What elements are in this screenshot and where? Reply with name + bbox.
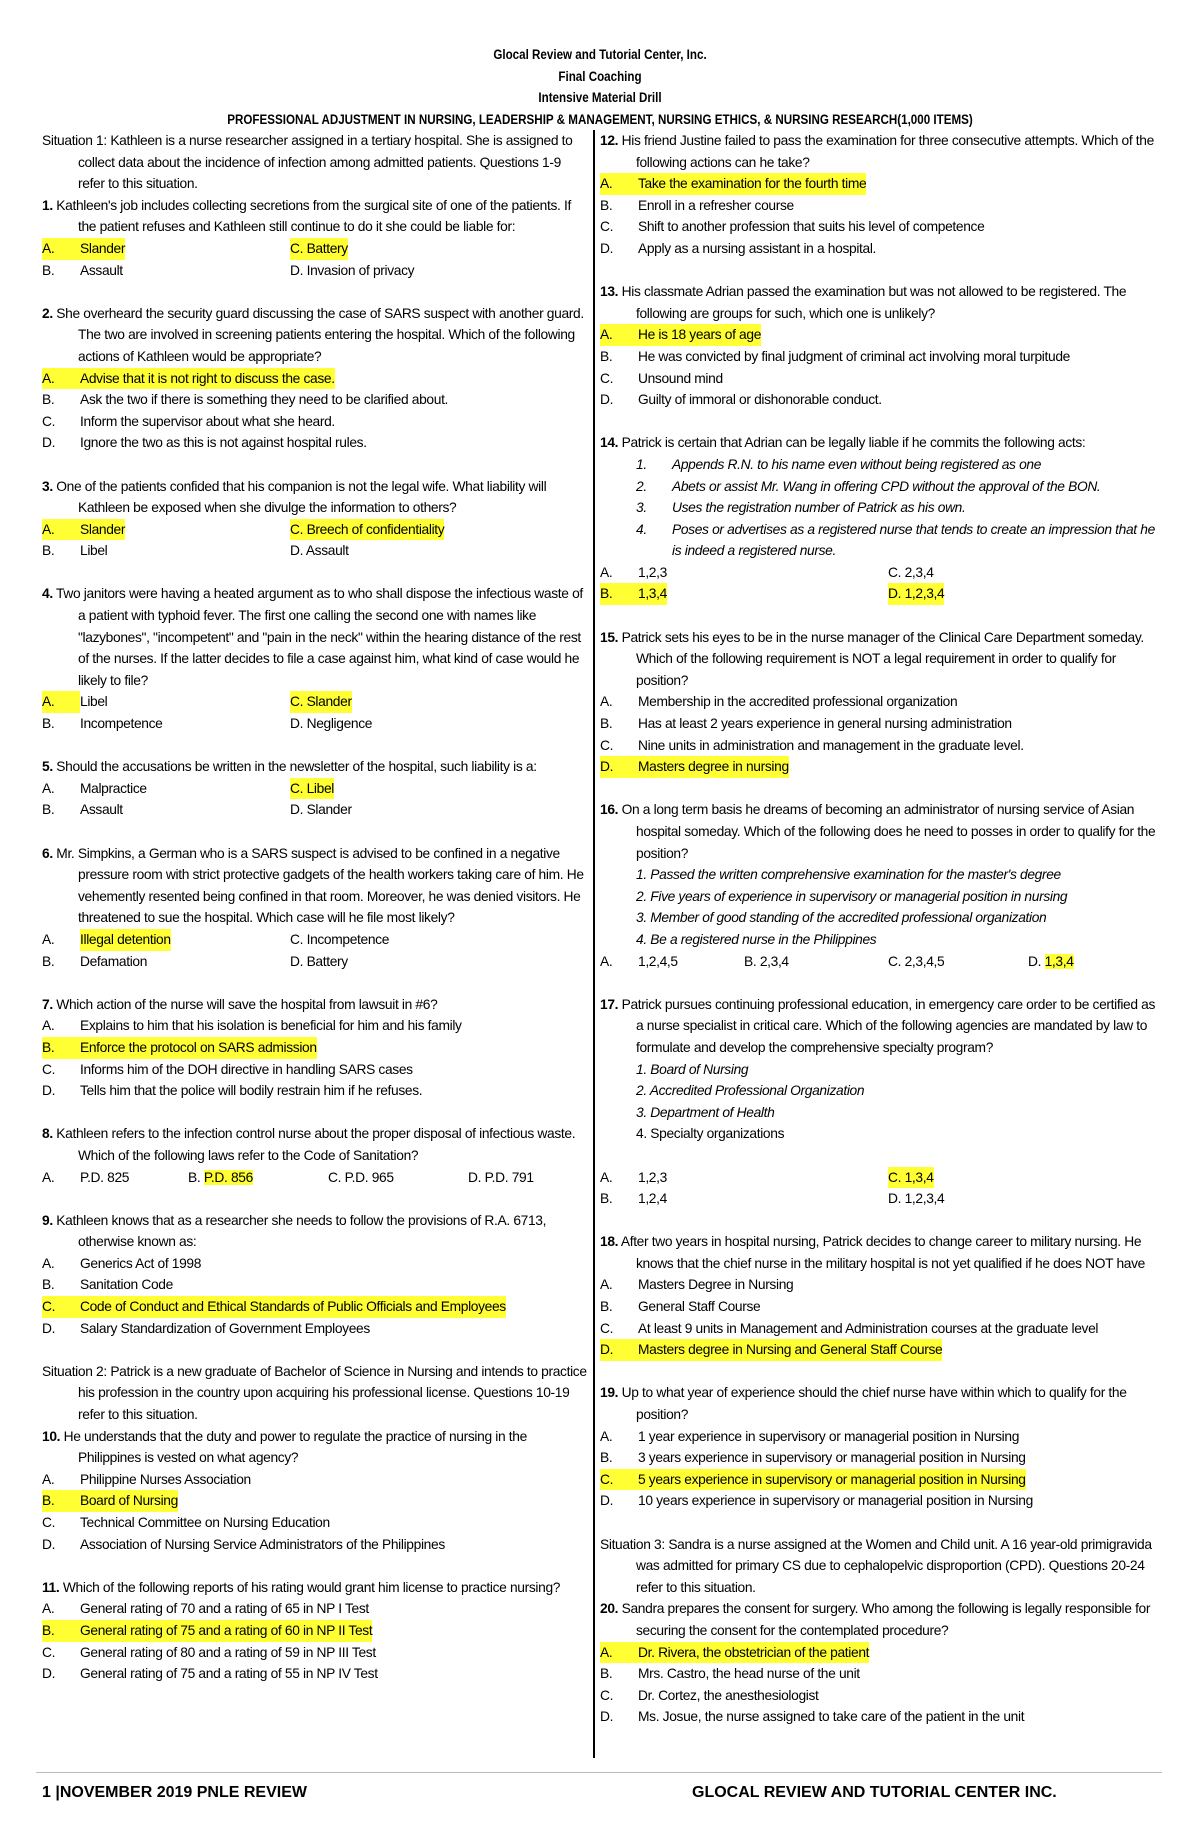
options-row — [42, 238, 590, 260]
option-b: B. Has at least 2 years experience in general nursing administration — [600, 716, 1012, 732]
situation-3: Situation 3: Sandra is a nurse assigned at the Women and Child unit. A 16 year-old primigravida was admitted for primary CS due to cephalopelvic disproportion (CPD). Questions 20-24 refer to this situation. — [600, 1536, 1152, 1595]
question-stem: 13. His classmate Adrian passed the examination but was not allowed to be registered. The following are groups for such, which one is unlikely? — [600, 284, 1127, 321]
option-a: A. Membership in the accredited professional organization — [600, 694, 958, 710]
document-header — [84, 44, 1116, 130]
option-b: 1,2,4 — [638, 1191, 667, 1207]
question-19 — [600, 1382, 1160, 1512]
question-stem: 3. One of the patients confided that his companion is not the legal wife. What liability will Kathleen be exposed when she divulge the information to others? — [42, 478, 547, 516]
question-8 — [42, 1123, 590, 1188]
option-d: D. 1,2,3,4 — [888, 583, 944, 605]
question-18 — [600, 1231, 1160, 1361]
option-b: P.D. 856 — [203, 1169, 253, 1185]
situation-1: Situation 1: Kathleen is a nurse researcher assigned in a tertiary hospital. She is assigned to collect data about the incidence of infection among admitted patients. Questions 1-9 refer to this situation. — [42, 133, 573, 192]
question-stem: 9. Kathleen knows that as a researcher she needs to follow the provisions of R.A. 6713, otherwise known as: — [42, 1212, 547, 1250]
option-c: C. Technical Committee on Nursing Education — [42, 1515, 330, 1530]
option-d: D. Invasion of privacy — [290, 262, 415, 278]
option-c: C. Inform the supervisor about what she heard. — [42, 413, 335, 429]
center-name: Glocal Review and Tutorial Center, Inc. — [493, 47, 707, 62]
option-a: A. Dr. Rivera, the obstetrician of the patient — [600, 1642, 1160, 1664]
option-d: D. 1,2,3,4 — [888, 1191, 945, 1207]
option-a-label: A. — [42, 238, 80, 260]
option-a: Slander — [80, 519, 125, 541]
option-b: 1,3,4 — [638, 586, 667, 602]
item-1: 1. Appends R.N. to his name even without being registered as one — [636, 456, 1042, 472]
question-stem: 17. Patrick pursues continuing professional education, in emergency care order to be certified as a nurse specialist in critical care. Which of the following agencies are mandated by law to formulate and develop the comprehensive specialty program? — [600, 996, 1156, 1055]
item-2: 2. Five years of experience in supervisory or managerial position in nursing — [636, 888, 1068, 904]
option-a: A. Generics Act of 1998 — [42, 1255, 202, 1271]
question-15 — [600, 627, 1160, 778]
question-stem: 18. After two years in hospital nursing, Patrick decides to change career to military nursing. He knows that the chief nurse in the military hospital is not yet qualified if he does NOT have — [600, 1234, 1145, 1271]
question-stem: 7. Which action of the nurse will save the hospital from lawsuit in #6? — [42, 996, 438, 1012]
question-20 — [600, 1598, 1160, 1728]
option-d: D. Battery — [290, 953, 348, 969]
option-c: C. Battery — [290, 238, 348, 260]
option-a: Malpractice — [80, 780, 147, 796]
option-c: C. Libel — [290, 778, 334, 800]
option-c: C. Informs him of the DOH directive in handling SARS cases — [42, 1061, 413, 1077]
option-c: C. Nine units in administration and management in the graduate level. — [600, 737, 1024, 753]
option-a: A. Explains to him that his isolation is beneficial for him and his family — [42, 1018, 462, 1034]
center-footer-name: GLOCAL REVIEW AND TUTORIAL CENTER INC. — [692, 1784, 1057, 1801]
question-1 — [42, 195, 590, 281]
option-d: D. Tells him that the police will bodily restrain him if he refuses. — [42, 1083, 423, 1099]
option-b: B. General Staff Course — [600, 1299, 761, 1315]
option-a: A. Masters Degree in Nursing — [600, 1277, 794, 1293]
question-stem: 10. He understands that the duty and power to regulate the practice of nursing in the Philippines is vested on what agency? — [42, 1428, 527, 1466]
question-7 — [42, 994, 590, 1102]
option-b: B. Enforce the protocol on SARS admission — [42, 1037, 590, 1059]
option-b: B. 2,3,4 — [744, 953, 789, 969]
option-c: C. Dr. Cortez, the anesthesiologist — [600, 1687, 819, 1703]
question-stem: 1. Kathleen's job includes collecting secretions from the surgical site of one of the patients. If the patient refuses and Kathleen still continue to do it she could be liable for: — [42, 197, 571, 235]
question-17: 17. Patrick pursues continuing professional education, in emergency care order to be certified as a nurse specialist in critical care. Which of the following agencies are mandated by law to formulate and develop the comprehensive specialty program? 1. Board of Nursing 2. Accredited Professional Organization 3. Department of Health 4. Specialty organizations A. 1,2,3 C. 1,3,4 B. 1,2,4 D. 1,2,3,4 — [600, 994, 1160, 1210]
option-c: C. 1,3,4 — [888, 1167, 934, 1189]
question-5: 5. Should the accusations be written in the newsletter of the hospital, such liability is a: A. Malpractice C. Libel B. Assault D. Slander — [42, 756, 590, 821]
question-4: 4. Two janitors were having a heated argument as to who shall dispose the infectious waste of a patient with typhoid fever. The first one calling the second one with names like "lazybones", "incompetent" and "pain in the neck" within the hearing distance of the rest of the nurses. If the latter decides to file a case against him, what kind of case would he likely to file? A. Libel C. Slander B. Incompetence D. Negligence — [42, 583, 590, 734]
option-c: C. Slander — [290, 691, 352, 713]
option-b: Incompetence — [80, 716, 163, 732]
question-2 — [42, 303, 590, 454]
option-c: C. P.D. 965 — [328, 1169, 394, 1185]
option-b: B. Ask the two if there is something they need to be clarified about. — [42, 392, 449, 408]
option-a: A. General rating of 70 and a rating of 65 in NP I Test — [42, 1601, 369, 1617]
option-c: C. Code of Conduct and Ethical Standards of Public Officials and Employees — [42, 1296, 590, 1318]
question-14: 14. Patrick is certain that Adrian can be legally liable if he commits the following acts: 1. Appends R.N. to his name even without being registered as one 2. Abets or assist Mr. Wang in offering CPD without the approval of the BON. 3. Uses the registration number of Patrick as his own. 4. Poses or advertises as a registered nurse that tends to create an impression that he is indeed a registered nurse. A. 1,2,3 C. 2,3,4 B. 1,3,4 D. 1,2,3,4 — [600, 432, 1160, 605]
question-stem: 6. Mr. Simpkins, a German who is a SARS suspect is advised to be confined in a negative pressure room with strict protective gadgets of the health workers taking care of him. He vehemently resented being confined in that room. Moreover, he was denied visitors. He threatened to sue the hospital. Which case will he file most likely? — [42, 845, 584, 926]
item-1: 1. Board of Nursing — [636, 1061, 749, 1077]
column-divider — [593, 130, 595, 1758]
option-a: A. 1 year experience in supervisory or managerial position in Nursing — [600, 1428, 1020, 1444]
option-d: D. Assault — [290, 543, 349, 559]
option-a: A. Advise that it is not right to discuss the case. — [42, 368, 590, 390]
option-c: C. Incompetence — [290, 931, 390, 947]
coaching-title: Final Coaching — [558, 68, 642, 84]
footer-divider — [36, 1772, 1162, 1773]
question-stem: 16. On a long term basis he dreams of becoming an administrator of nursing service of Asian hospital someday. Which of the following does he need to posses in order to qualify for the position? — [600, 802, 1156, 861]
item-3: 3. Member of good standing of the accredited professional organization — [636, 910, 1047, 926]
option-b: Defamation — [80, 953, 148, 969]
option-b: B. 3 years experience in supervisory or managerial position in Nursing — [600, 1450, 1026, 1466]
options-row: B. Assault D. Invasion of privacy — [42, 260, 590, 282]
option-b: B. Board of Nursing — [42, 1490, 590, 1512]
option-a: 1,2,3 — [638, 564, 667, 580]
option-d: D. Guilty of immoral or dishonorable conduct. — [600, 392, 882, 408]
option-c: C. Unsound mind — [600, 370, 723, 386]
option-a: Illegal detention — [80, 929, 171, 951]
option-d: D. General rating of 75 and a rating of 55 in NP IV Test — [42, 1666, 378, 1682]
option-a: Libel — [80, 694, 108, 710]
option-c: C. 2,3,4 — [888, 564, 934, 580]
question-16 — [600, 799, 1160, 972]
option-a: P.D. 825 — [80, 1169, 130, 1185]
left-column — [42, 130, 590, 1706]
question-9 — [42, 1210, 590, 1340]
item-2: 2. Accredited Professional Organization — [636, 1083, 865, 1099]
options-row: A. 1,2,4,5 B. 2,3,4 C. 2,3,4,5 D. 1,3,4 — [600, 951, 1160, 973]
question-10 — [42, 1426, 590, 1556]
option-b: B. Sanitation Code — [42, 1277, 173, 1293]
option-b: Assault — [80, 262, 123, 278]
page-footer — [0, 1780, 1200, 1810]
question-stem: 4. Two janitors were having a heated argument as to who shall dispose the infectious waste of a patient with typhoid fever. The first one calling the second one with names like "lazybones", "incompetent" and "pain in the neck" within the hearing distance of the rest of the nurses. If the latter decides to file a case against him, what kind of case would he likely to file? — [42, 586, 583, 688]
drill-title: Intensive Material Drill — [538, 90, 662, 105]
question-stem: 2. She overheard the security guard discussing the case of SARS suspect with another guard. The two are involved in screening patients entering the hospital. Which of the following actions of Kathleen would be appropriate? — [42, 305, 584, 364]
item-4: 4. Be a registered nurse in the Philippines — [636, 931, 877, 947]
option-c: C. 2,3,4,5 — [888, 953, 945, 969]
page-number-label: 1 |NOVEMBER 2019 PNLE REVIEW — [42, 1784, 307, 1801]
option-d: D. Apply as a nursing assistant in a hospital. — [600, 240, 877, 256]
option-c: C. Shift to another profession that suits his level of competence — [600, 219, 985, 235]
option-b: Libel — [80, 543, 108, 559]
question-stem: 20. Sandra prepares the consent for surgery. Who among the following is legally responsible for securing the consent for the contemplated procedure? — [600, 1601, 1151, 1638]
item-4: 4. Poses or advertises as a registered nurse that tends to create an impression that he is indeed a registered nurse. — [636, 521, 1155, 559]
option-d: D. Association of Nursing Service Administrators of the Philippines — [42, 1536, 445, 1552]
right-column — [600, 130, 1160, 1750]
question-stem: 15. Patrick sets his eyes to be in the nurse manager of the Clinical Care Department someday. Which of the following requirement is NOT a legal requirement in order to qualify for position? — [600, 629, 1144, 688]
question-12 — [600, 130, 1160, 260]
option-c: C. Breech of confidentiality — [290, 519, 444, 541]
option-b: B. Mrs. Castro, the head nurse of the unit — [600, 1666, 860, 1682]
option-b: B. He was convicted by final judgment of criminal act involving moral turpitude — [600, 348, 1070, 364]
option-c: C. At least 9 units in Management and Administration courses at the graduate level — [600, 1320, 1099, 1336]
item-4: 4. Specialty organizations — [636, 1126, 785, 1142]
question-13 — [600, 281, 1160, 411]
options-row: A. P.D. 825 B. P.D. 856 C. P.D. 965 D. P.D. 791 — [42, 1167, 590, 1189]
option-b: B. General rating of 75 and a rating of 60 in NP II Test — [42, 1620, 590, 1642]
option-b: Assault — [80, 802, 123, 818]
option-d: D. Slander — [290, 802, 352, 818]
question-stem: 14. Patrick is certain that Adrian can be legally liable if he commits the following acts: — [600, 435, 1086, 451]
option-d: D. Ms. Josue, the nurse assigned to take care of the patient in the unit — [600, 1709, 1025, 1725]
question-stem: 11. Which of the following reports of his rating would grant him license to practice nursing? — [42, 1579, 561, 1595]
option-d: D. Masters degree in nursing — [600, 756, 1160, 778]
question-11 — [42, 1577, 590, 1685]
subject-title: PROFESSIONAL ADJUSTMENT IN NURSING, LEADERSHIP & MANAGEMENT, NURSING ETHICS, & NURSING RESEARCH(1,000 ITEMS) — [227, 111, 973, 127]
option-c: C. 5 years experience in supervisory or managerial position in Nursing — [600, 1469, 1160, 1491]
option-d: D. Negligence — [290, 716, 373, 732]
option-a: A. Philippine Nurses Association — [42, 1471, 251, 1487]
item-3: 3. Uses the registration number of Patrick as his own. — [636, 500, 966, 516]
question-stem: 12. His friend Justine failed to pass the examination for three consecutive attempts. Which of the following actions can he take? — [600, 133, 1154, 170]
question-3: 3. One of the patients confided that his companion is not the legal wife. What liability will Kathleen be exposed when she divulge the information to others? A. Slander C. Breech of confidentiality B. Libel D. Assault — [42, 476, 590, 562]
option-d: D. Salary Standardization of Government Employees — [42, 1320, 370, 1336]
question-6: 6. Mr. Simpkins, a German who is a SARS suspect is advised to be confined in a negative pressure room with strict protective gadgets of the health workers taking care of him. He vehemently resented being confined in that room. Moreover, he was denied visitors. He threatened to sue the hospital. Which case will he file most likely? A. Illegal detention C. Incompetence B. Defamation D. Battery — [42, 843, 590, 973]
option-a: A. Take the examination for the fourth time — [600, 173, 1160, 195]
question-stem: 19. Up to what year of experience should the chief nurse have within which to qualify for the position? — [600, 1385, 1127, 1423]
option-d: 1,3,4 — [1044, 953, 1074, 969]
option-b: B. Enroll in a refresher course — [600, 197, 794, 213]
item-1: 1. Passed the written comprehensive examination for the master's degree — [636, 867, 1061, 883]
question-stem: 8. Kathleen refers to the infection control nurse about the proper disposal of infectious waste. Which of the following laws refer to the Code of Sanitation? — [42, 1126, 576, 1163]
option-d: D. Ignore the two as this is not against hospital rules. — [42, 435, 367, 451]
situation-2: Situation 2: Patrick is a new graduate of Bachelor of Science in Nursing and intends to practice his profession in the country upon acquiring his professional license. Questions 10-19 refer to this situation. — [42, 1363, 587, 1423]
option-a: Slander — [80, 238, 125, 260]
option-a: A. He is 18 years of age — [600, 324, 1160, 346]
option-a: 1,2,4,5 — [638, 953, 678, 969]
option-a: 1,2,3 — [638, 1169, 667, 1185]
option-d: D. P.D. 791 — [468, 1169, 534, 1185]
option-d: D. 10 years experience in supervisory or managerial position in Nursing — [600, 1493, 1033, 1509]
item-3: 3. Department of Health — [636, 1104, 775, 1120]
question-stem: 5. Should the accusations be written in the newsletter of the hospital, such liability is a: — [42, 759, 537, 775]
option-d: D. Masters degree in Nursing and General Staff Course — [600, 1339, 1160, 1361]
option-c: C. General rating of 80 and a rating of 59 in NP III Test — [42, 1644, 376, 1660]
item-2: 2. Abets or assist Mr. Wang in offering CPD without the approval of the BON. — [636, 478, 1101, 494]
